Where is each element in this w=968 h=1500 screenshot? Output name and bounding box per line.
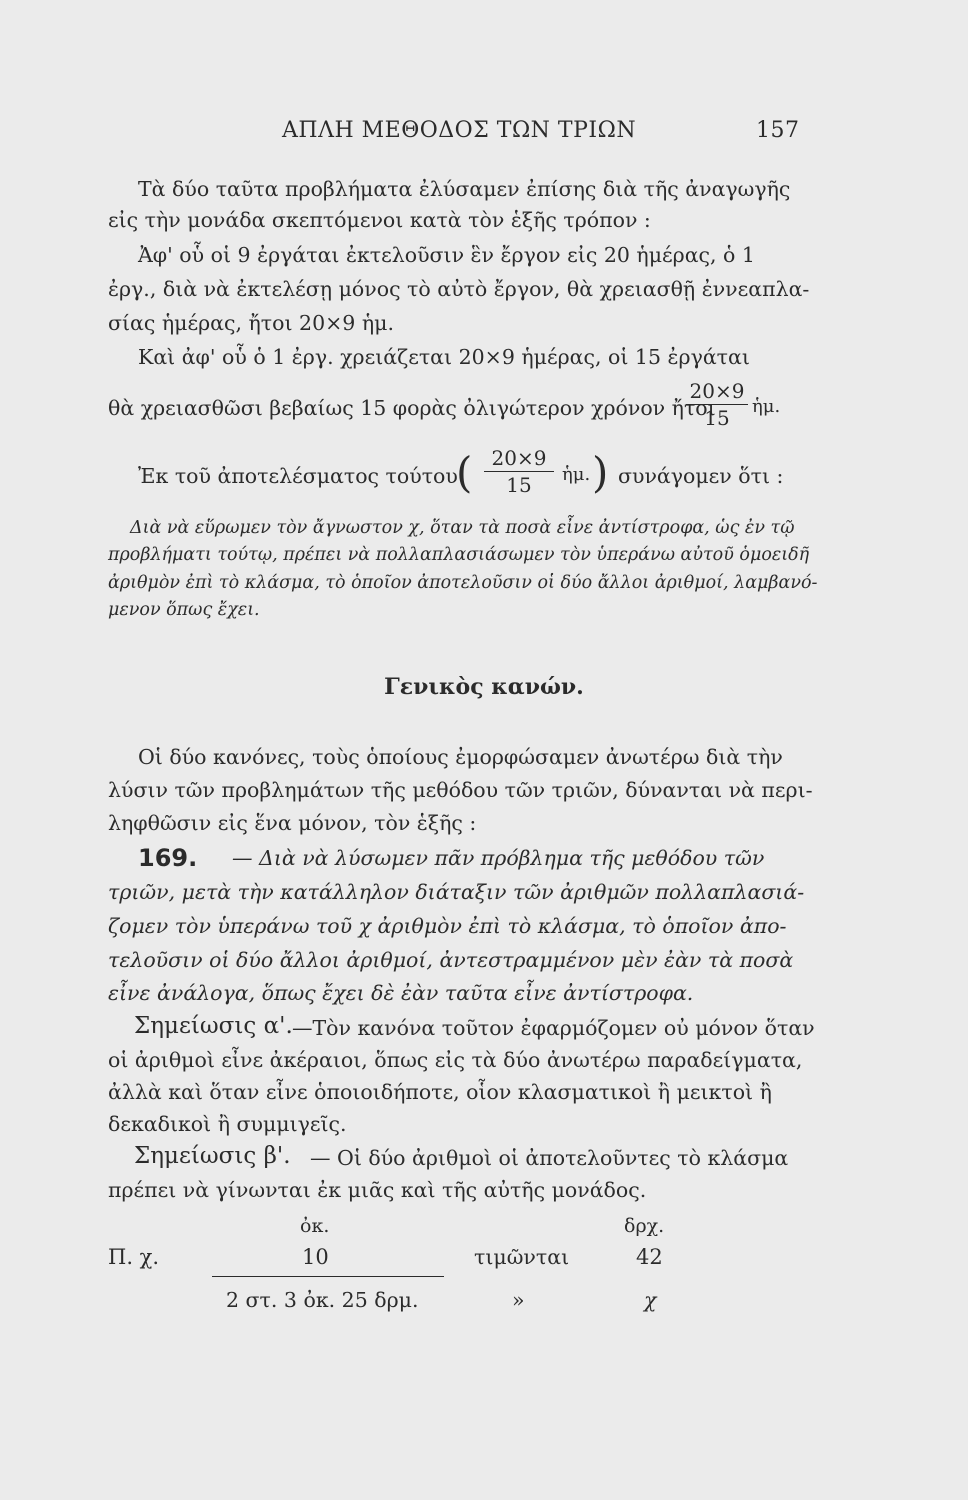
example-ditto-mark: » [512,1288,525,1312]
note-b-line-2: πρέπει νὰ γίνωνται ἐκ μιᾶς καὶ τῆς αὐτῆς μονάδος. [108,1178,647,1202]
unit-days-a: ἡμ. [752,396,781,417]
note-b-label: Σημείωσις β'. [134,1143,291,1169]
intro-line-2: εἰς τὴν μονάδα σκεπτόμενοι κατὰ τὸν ἑξῆς τρόπον : [108,208,651,232]
rule-169-line-2: τριῶν, μετὰ τὴν κατάλληλον διάταξιν τῶν ἀριθμῶν πολλαπλασιά- [108,880,805,904]
italic-note-line-4: μενον ὅπως ἔχει. [108,600,260,620]
note-a-line-4: δεκαδικοὶ ἢ συμμιγεῖς. [108,1112,347,1136]
note-a-line-2: οἱ ἀριθμοὶ εἶνε ἀκέραιοι, ὅπως εἰς τὰ δύο ἀνωτέρω παραδείγματα, [108,1048,803,1072]
unit-days-b: ἡμ. [562,464,591,485]
page-number: 157 [756,118,800,143]
rule-169-line-4: τελοῦσιν οἱ δύο ἄλλοι ἀριθμοί, ἀντεστραμμένον μὲν ἐὰν τὰ ποσὰ [108,948,794,972]
note-a-label: Σημείωσις α'. [134,1013,293,1039]
fraction-20x9-over-15-b [484,446,554,497]
rule-169-line-3: ζομεν τὸν ὑπεράνω τοῦ χ ἀριθμὸν ἐπὶ τὸ κλάσμα, τὸ ὁποῖον ἀπο- [108,914,787,938]
reasoning-line-3: σίας ἡμέρας, ἤτοι 20×9 ἡμ. [108,311,394,335]
example-verb: τιμῶνται [474,1245,570,1269]
general-rule-line-1: Οἱ δύο κανόνες, τοὺς ὁποίους ἐμορφώσαμεν ἀνωτέρω διὰ τὴν [138,745,783,769]
running-header-title: ΑΠΛΗ ΜΕΘΟΔΟΣ ΤΩΝ ΤΡΙΩΝ [282,118,637,143]
paren-open: ( [456,448,473,497]
unit-drachma-header: δρχ. [624,1215,665,1237]
reasoning-line-5: θὰ χρειασθῶσι βεβαίως 15 φορὰς ὀλιγώτερον χρόνον ἤτοι [108,396,716,420]
fraction-numerator: 20×9 [686,379,748,405]
fraction-denominator: 15 [506,473,532,497]
fraction-numerator: 20×9 [484,446,554,472]
example-price: 42 [636,1245,663,1269]
italic-note-line-1: Διὰ νὰ εὕρωμεν τὸν ἄγνωστον χ, ὅταν τὰ ποσὰ εἶνε ἀντίστροφα, ὡς ἐν τῷ [130,518,795,538]
example-label: Π. χ. [108,1245,160,1269]
example-unknown-x: χ [644,1288,657,1312]
rule-number-169: 169. [138,844,198,872]
italic-note-line-2: προβλήματι τούτῳ, πρέπει νὰ πολλαπλασιάσωμεν τὸν ὑπεράνω αὐτοῦ ὁμοειδῆ [108,545,810,565]
note-b-line-1: — Οἱ δύο ἀριθμοὶ οἱ ἀποτελοῦντες τὸ κλάσμα [310,1146,789,1170]
reasoning-line-1: Ἀφ' οὗ οἱ 9 ἐργάται ἐκτελοῦσιν ἓν ἔργον εἰς 20 ἡμέρας, ὁ 1 [138,243,755,267]
note-a-line-1: —Τὸν κανόνα τοῦτον ἐφαρμόζομεν οὐ μόνον ὅταν [292,1016,815,1040]
reasoning-line-2: ἐργ., διὰ νὰ ἐκτελέσῃ μόνος τὸ αὐτὸ ἔργον, θὰ χρειασθῇ ἐννεαπλα- [108,277,810,301]
paren-close: ) [592,448,609,497]
example-quantity-2: 2 στ. 3 ὀκ. 25 δρμ. [226,1288,419,1312]
general-rule-line-2: λύσιν τῶν προβλημάτων τῆς μεθόδου τῶν τριῶν, δύνανται νὰ περι- [108,778,813,802]
fraction-denominator: 15 [704,406,730,430]
example-divider-rule [212,1276,444,1277]
italic-note-line-3: ἀριθμὸν ἐπὶ τὸ κλάσμα, τὸ ὁποῖον ἀποτελοῦσιν οἱ δύο ἄλλοι ἀριθμοί, λαμβανό- [108,573,818,593]
rule-169-line-1: — Διὰ νὰ λύσωμεν πᾶν πρόβλημα τῆς μεθόδου τῶν [232,846,765,870]
reasoning-line-6-end: συνάγομεν ὅτι : [618,464,784,488]
rule-169-line-5: εἶνε ἀνάλογα, ὅπως ἔχει δὲ ἐὰν ταῦτα εἶνε ἀντίστροφα. [108,981,694,1005]
general-rule-line-3: ληφθῶσιν εἰς ἕνα μόνον, τὸν ἑξῆς : [108,811,477,835]
reasoning-line-6-start: Ἐκ τοῦ ἀποτελέσματος τούτου [138,464,458,488]
example-quantity: 10 [302,1245,329,1269]
intro-line-1: Τὰ δύο ταῦτα προβλήματα ἐλύσαμεν ἐπίσης διὰ τῆς ἀναγωγῆς [138,177,791,201]
fraction-20x9-over-15-a [686,379,748,430]
unit-oka-header: ὀκ. [300,1215,330,1237]
note-a-line-3: ἀλλὰ καὶ ὅταν εἶνε ὁποιοιδήποτε, οἷον κλασματικοὶ ἢ μεικτοὶ ἢ [108,1080,772,1104]
reasoning-line-4: Καὶ ἀφ' οὗ ὁ 1 ἐργ. χρειάζεται 20×9 ἡμέρας, οἱ 15 ἐργάται [138,345,750,369]
section-heading: Γενικὸς κανών. [384,674,584,700]
